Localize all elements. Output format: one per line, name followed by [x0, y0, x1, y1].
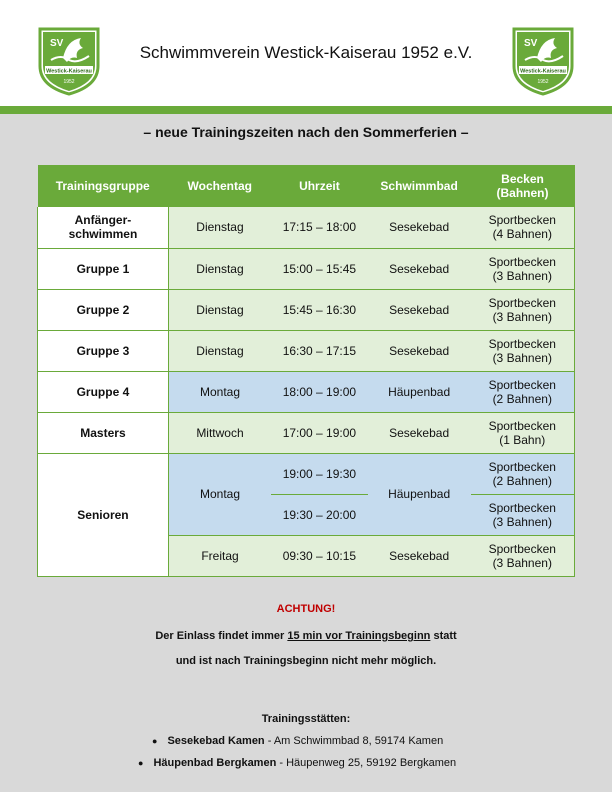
cell-day: Dienstag — [168, 289, 271, 330]
cell-pool: Häupenbad — [368, 371, 471, 412]
header-group: Trainingsgruppe — [38, 165, 169, 207]
venue-address: - Am Schwimmbad 8, 59174 Kamen — [264, 735, 444, 747]
cell-lanes: Sportbecken (3 Bahnen) — [471, 330, 575, 371]
cell-time: 15:00 – 15:45 — [271, 248, 368, 289]
club-name: Schwimmverein Westick-Kaiserau 1952 e.V. — [139, 43, 473, 62]
notice-line-1-post: statt — [430, 630, 457, 642]
club-logo-left — [37, 26, 101, 96]
cell-day: Dienstag — [168, 248, 271, 289]
cell-time: 17:15 – 18:00 — [271, 207, 368, 248]
cell-lanes: Sportbecken (3 Bahnen) — [471, 248, 575, 289]
venue-name: Sesekebad Kamen — [167, 735, 265, 747]
cell-group: Gruppe 4 — [38, 371, 169, 412]
cell-time-slot-2: 19:30 – 20:00 — [271, 494, 368, 535]
logo-year: 1952 — [537, 79, 549, 85]
cell-pool: Sesekebad — [368, 289, 471, 330]
header-divider — [0, 106, 612, 114]
cell-day: Mittwoch — [168, 412, 271, 453]
cell-group: Masters — [38, 412, 169, 453]
notice-line-1-pre: Der Einlass findet immer — [155, 630, 288, 642]
table-row — [38, 330, 575, 371]
logo-initials: SV — [524, 38, 538, 49]
cell-time: 16:30 – 17:15 — [271, 330, 368, 371]
table-row — [38, 289, 575, 330]
header-lanes: Becken (Bahnen) — [471, 165, 575, 207]
header-pool: Schwimmbad — [368, 165, 471, 207]
cell-group: Gruppe 2 — [38, 289, 169, 330]
cell-group: Gruppe 3 — [38, 330, 169, 371]
cell-time: 18:00 – 19:00 — [271, 371, 368, 412]
venue-item — [152, 735, 443, 747]
attention-heading: ACHTUNG! — [276, 603, 336, 615]
logo-initials: SV — [50, 38, 64, 49]
cell-day-friday: Freitag — [168, 535, 271, 576]
time-slot-1-text: 19:00 – 19:30 — [282, 466, 357, 481]
training-schedule-table — [37, 165, 575, 577]
table-row — [38, 248, 575, 289]
cell-day: Dienstag — [168, 207, 271, 248]
cell-lanes-slot-1: Sportbecken (2 Bahnen) — [471, 453, 575, 494]
bullet-icon: ● — [152, 736, 158, 746]
venue-item — [138, 757, 456, 769]
logo-name: Westick-Kaiserau — [46, 68, 92, 75]
cell-lanes-friday: Sportbecken (3 Bahnen) — [471, 535, 575, 576]
cell-lanes-slot-2: Sportbecken (3 Bahnen) — [471, 494, 575, 535]
cell-time: 17:00 – 19:00 — [271, 412, 368, 453]
cell-day: Montag — [168, 371, 271, 412]
notice-line-1 — [0, 630, 612, 642]
venues-title: Trainingsstätten: — [261, 713, 351, 725]
cell-group: Anfänger-schwimmen — [38, 207, 169, 248]
table-header-row — [38, 165, 575, 207]
table-row — [38, 453, 575, 494]
logo-name: Westick-Kaiserau — [520, 68, 566, 75]
venue-address: - Häupenweg 25, 59192 Bergkamen — [276, 757, 457, 769]
cell-pool: Sesekebad — [368, 248, 471, 289]
cell-group-senioren: Senioren — [38, 453, 169, 576]
logo-year: 1952 — [63, 79, 75, 85]
table-row — [38, 412, 575, 453]
cell-lanes: Sportbecken (4 Bahnen) — [471, 207, 575, 248]
cell-time-friday: 09:30 – 10:15 — [271, 535, 368, 576]
cell-day: Dienstag — [168, 330, 271, 371]
cell-pool-monday: Häupenbad — [368, 453, 471, 535]
notice-line-2: und ist nach Trainingsbeginn nicht mehr möglich. — [175, 655, 437, 667]
header-time: Uhrzeit — [271, 165, 368, 207]
cell-pool: Sesekebad — [368, 330, 471, 371]
cell-time-slot-1 — [271, 453, 368, 494]
cell-pool: Sesekebad — [368, 412, 471, 453]
cell-group: Gruppe 1 — [38, 248, 169, 289]
notice-emphasis: 15 min vor Trainingsbeginn — [287, 630, 431, 642]
bullet-icon: ● — [138, 758, 144, 768]
table-row — [38, 371, 575, 412]
cell-time: 15:45 – 16:30 — [271, 289, 368, 330]
club-logo-right — [511, 26, 575, 96]
cell-lanes: Sportbecken (1 Bahn) — [471, 412, 575, 453]
cell-lanes: Sportbecken (3 Bahnen) — [471, 289, 575, 330]
header-day: Wochentag — [168, 165, 271, 207]
page-subtitle: – neue Trainingszeiten nach den Sommerferien – — [143, 124, 469, 140]
cell-pool: Sesekebad — [368, 207, 471, 248]
table-row — [38, 207, 575, 248]
cell-lanes: Sportbecken (2 Bahnen) — [471, 371, 575, 412]
cell-pool-friday: Sesekebad — [368, 535, 471, 576]
venue-name: Häupenbad Bergkamen — [153, 757, 277, 769]
cell-day-monday: Montag — [168, 453, 271, 535]
